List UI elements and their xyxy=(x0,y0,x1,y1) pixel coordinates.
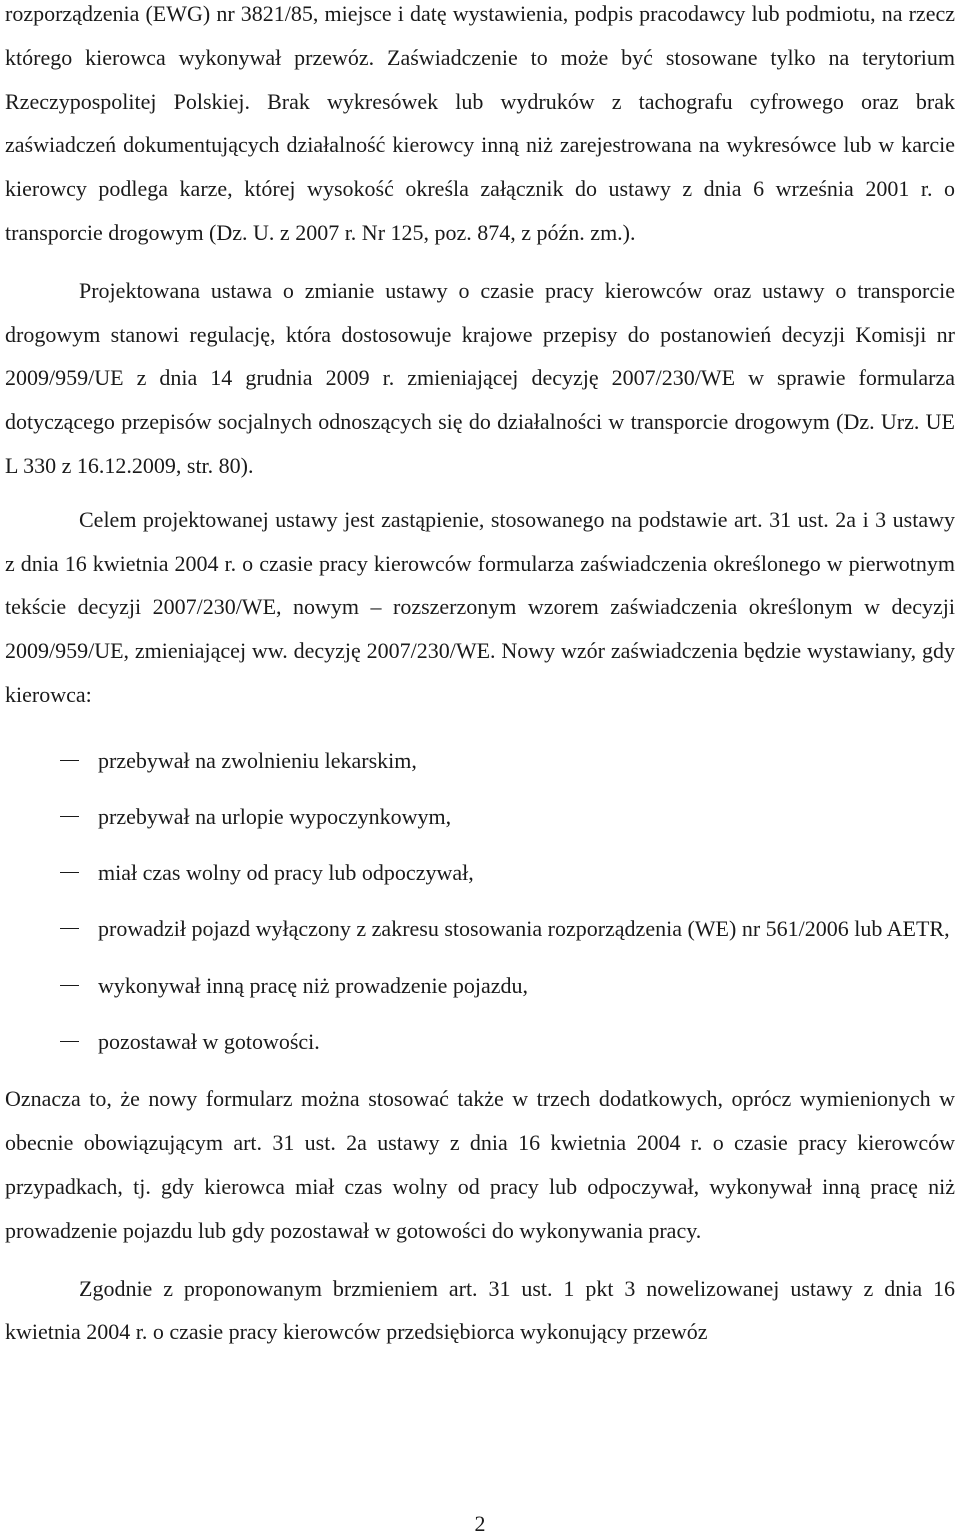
document-page xyxy=(5,0,955,1354)
dash-icon xyxy=(60,760,79,761)
dash-icon xyxy=(60,985,79,986)
paragraph-meaning: Oznacza to, że nowy formularz można stosować także w trzech dodatkowych, oprócz wymienionych w obecnie obowiązującym art. 31 ust. 2a ustawy z dnia 16 kwietnia 2004 r. o czasie pracy kierowców przypadkach, tj. gdy kierowca miał czas wolny od pracy lub odpoczywał, wykonywał inną pracę niż prowadzenie pojazdu lub gdy pozostawał w gotowości do wykonywania pracy. xyxy=(5,1086,955,1243)
dash-icon xyxy=(60,872,79,873)
dash-icon xyxy=(60,816,79,817)
page-number: 2 xyxy=(474,1511,486,1536)
list-item: wykonywał inną pracę niż prowadzenie pojazdu, xyxy=(5,964,955,1008)
paragraph-tachograph-certificate: rozporządzenia (EWG) nr 3821/85, miejsce i datę wystawienia, podpis pracodawcy lub podmiotu, na rzecz którego kierowca wykonywał przewóz. Zaświadczenie to może być stosowane tylko na terytorium Rzeczypospolitej Polskiej. Brak wykresówek lub wydruków z tachografu cyfrowego oraz brak zaświadczeń dokumentujących działalność kierowcy inną niż zarejestrowana na wykresówce lub w karcie kierowcy podlega karze, której wysokość określa załącznik do ustawy z dnia 6 września 2001 r. o transporcie drogowym (Dz. U. z 2007 r. Nr 125, poz. 874, z późn. zm.). xyxy=(5,1,955,245)
list-item: prowadził pojazd wyłączony z zakresu stosowania rozporządzenia (WE) nr 561/2006 lub AETR, xyxy=(5,907,955,951)
list-item: przebywał na zwolnieniu lekarskim, xyxy=(5,739,955,783)
paragraph-draft-act: Projektowana ustawa o zmianie ustawy o czasie pracy kierowców oraz ustawy o transporcie drogowym stanowi regulację, która dostosowuje krajowe przepisy do postanowień decyzji Komisji nr 2009/959/UE z dnia 14 grudnia 2009 r. zmieniającej decyzję 2007/230/WE w sprawie formularza dotyczącego przepisów socjalnych odnoszących się do działalności w transporcie drogowym (Dz. Urz. UE L 330 z 16.12.2009, str. 80). xyxy=(5,277,955,478)
list-item: przebywał na urlopie wypoczynkowym, xyxy=(5,795,955,839)
list-item: pozostawał w gotowości. xyxy=(5,1020,955,1064)
paragraph-proposed-wording: Zgodnie z proponowanym brzmieniem art. 31 ust. 1 pkt 3 nowelizowanej ustawy z dnia 16 kwietnia 2004 r. o czasie pracy kierowców przedsiębiorca wykonujący przewóz xyxy=(5,1275,955,1345)
paragraph-purpose: Celem projektowanej ustawy jest zastąpienie, stosowanego na podstawie art. 31 ust. 2a i 3 ustawy z dnia 16 kwietnia 2004 r. o czasie pracy kierowców formularza zaświadczenia określonego w pierwotnym tekście decyzji 2007/230/WE, nowym – rozszerzonym wzorem zaświadczenia określonym w decyzji 2009/959/UE, zmieniającej ww. decyzję 2007/230/WE. Nowy wzór zaświadczenia będzie wystawiany, gdy kierowca: xyxy=(5,506,955,707)
dash-list xyxy=(5,739,955,1064)
list-item: miał czas wolny od pracy lub odpoczywał, xyxy=(5,851,955,895)
dash-icon xyxy=(60,1041,79,1042)
dash-icon xyxy=(60,928,79,929)
